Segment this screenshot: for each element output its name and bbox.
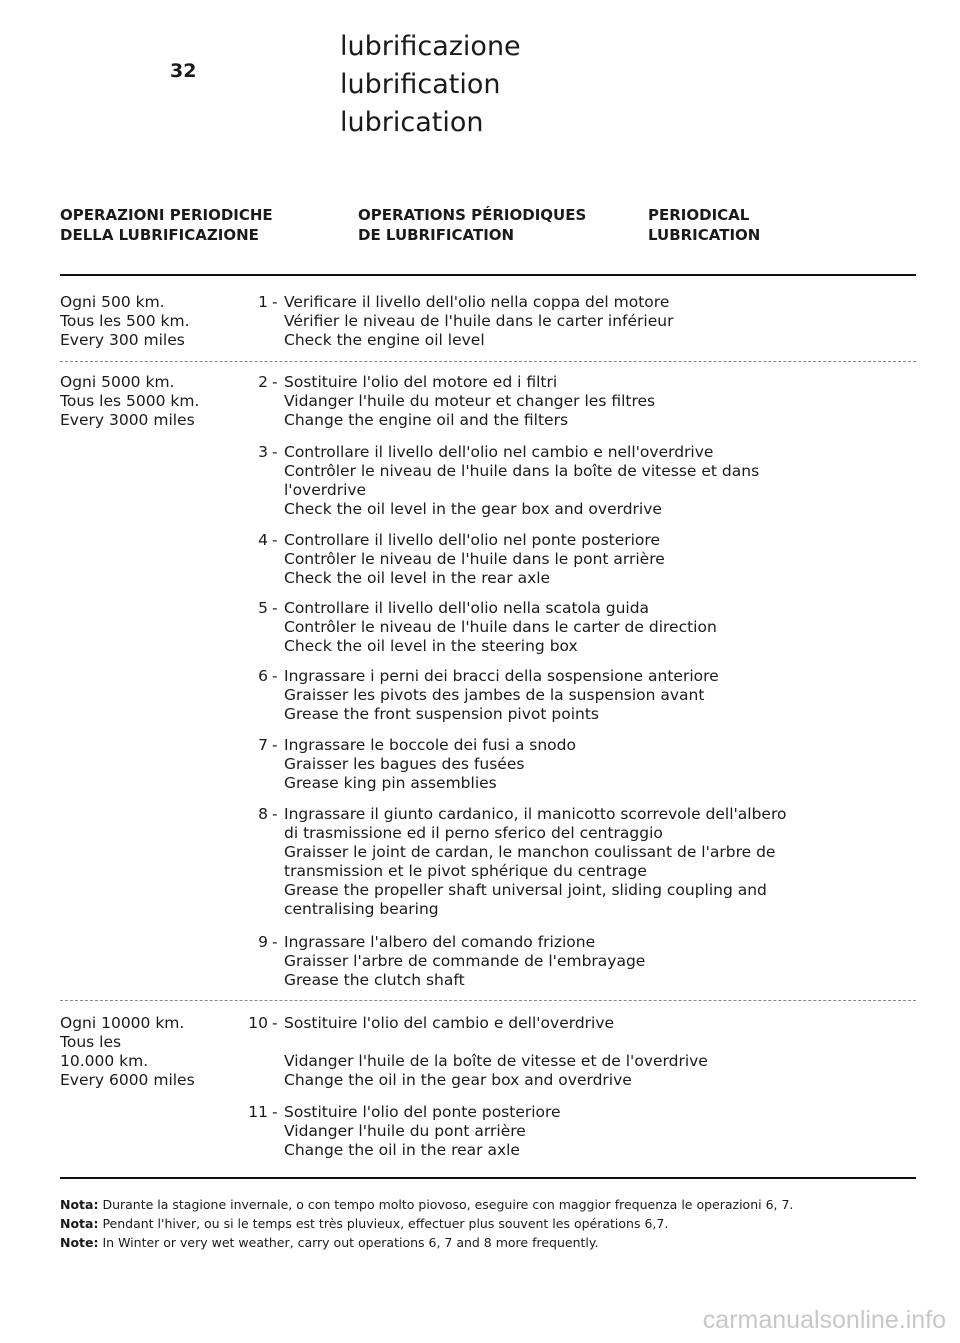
note-label: Note: <box>60 1235 99 1250</box>
op-line: Controllare il livello dell'olio nella scatola guida <box>284 599 650 617</box>
top-rule <box>60 274 916 276</box>
header-english: PERIODICAL LUBRICATION <box>648 206 761 244</box>
op-line: Grease king pin assemblies <box>284 774 497 792</box>
op-line: Graisser les pivots des jambes de la suspension avant <box>284 686 705 704</box>
op-line: Change the oil in the gear box and overdrive <box>284 1071 632 1089</box>
operation-4: 4 - Controllare il livello dell'olio nel ponte posteriore Contrôler le niveau de l'huile dans le pont arrière Check the oil level in the rear axle <box>238 531 918 588</box>
title-french: lubrification <box>340 69 501 100</box>
op-line: Vidanger l'huile du pont arrière <box>284 1122 526 1140</box>
divider <box>60 1000 916 1001</box>
operation-6: 6 - Ingrassare i perni dei bracci della sospensione anteriore Graisser les pivots des jambes de la suspension avant Grease the front suspension pivot points <box>238 667 918 724</box>
op-line: transmission et le pivot sphérique du centrage <box>284 862 647 880</box>
operation-number: 2 <box>258 373 268 391</box>
op-line: Ingrassare i perni dei bracci della sospensione anteriore <box>284 667 719 685</box>
operation-9: 9 - Ingrassare l'albero del comando frizione Graisser l'arbre de commande de l'embrayage Grease the clutch shaft <box>238 933 918 990</box>
interval-label: Ogni 5000 km. Tous les 5000 km. Every 3000 miles <box>60 373 200 429</box>
op-line: Graisser les bagues des fusées <box>284 755 525 773</box>
operation-number: 6 <box>258 667 268 685</box>
interval-label: Ogni 500 km. Tous les 500 km. Every 300 miles <box>60 293 190 349</box>
note-text: In Winter or very wet weather, carry out operations 6, 7 and 8 more frequently. <box>102 1235 599 1250</box>
note-label: Nota: <box>60 1197 99 1212</box>
operation-number: 7 <box>258 736 268 754</box>
operation-number: 9 <box>258 933 268 951</box>
op-line: Ingrassare il giunto cardanico, il manicotto scorrevole dell'albero <box>284 805 787 823</box>
operation-number: 10 <box>248 1014 268 1032</box>
op-line: Sostituire l'olio del ponte posteriore <box>284 1103 561 1121</box>
operation-11: 11 - Sostituire l'olio del ponte posteriore Vidanger l'huile du pont arrière Change the oil in the rear axle <box>238 1103 918 1160</box>
operation-number: 3 <box>258 443 268 461</box>
operation-7: 7 - Ingrassare le boccole dei fusi a snodo Graisser les bagues des fusées Grease king pin assemblies <box>238 736 918 793</box>
op-line: Ingrassare le boccole dei fusi a snodo <box>284 736 576 754</box>
op-line: Check the oil level in the gear box and overdrive <box>284 500 662 518</box>
page-number: 32 <box>170 60 197 82</box>
op-line <box>284 1033 918 1052</box>
title-english: lubrication <box>340 107 484 138</box>
interval-label: Ogni 10000 km. Tous les 10.000 km. Every 6000 miles <box>60 1014 195 1089</box>
note-italian <box>60 1197 920 1212</box>
op-line: Change the oil in the rear axle <box>284 1141 520 1159</box>
op-line: Graisser l'arbre de commande de l'embrayage <box>284 952 646 970</box>
operation-number: 5 <box>258 599 268 617</box>
operation-number: 4 <box>258 531 268 549</box>
note-text: Durante la stagione invernale, o con tempo molto piovoso, eseguire con maggior frequenza le operazioni 6, 7. <box>102 1197 794 1212</box>
op-line: Graisser le joint de cardan, le manchon coulissant de l'arbre de <box>284 843 776 861</box>
op-line: Controllare il livello dell'olio nel ponte posteriore <box>284 531 660 549</box>
operation-10: 10 - Sostituire l'olio del cambio e dell'overdrive Vidanger l'huile de la boîte de vitesse et de l'overdrive Change the oil in the gear box and overdrive <box>238 1014 918 1090</box>
op-line: Check the oil level in the steering box <box>284 637 578 655</box>
op-line: Verificare il livello dell'olio nella coppa del motore <box>284 293 670 311</box>
op-line: Grease the clutch shaft <box>284 971 465 989</box>
op-line: Grease the propeller shaft universal joint, sliding coupling and <box>284 881 767 899</box>
op-line: Vidanger l'huile du moteur et changer les filtres <box>284 392 656 410</box>
op-line: Change the engine oil and the filters <box>284 411 569 429</box>
notes-section <box>60 1197 920 1254</box>
note-text: Pendant l'hiver, ou si le temps est très pluvieux, effectuer plus souvent les opérations 6,7. <box>102 1216 669 1231</box>
bottom-rule <box>60 1177 916 1179</box>
header-italian: OPERAZIONI PERIODICHE DELLA LUBRIFICAZIONE <box>60 206 273 244</box>
op-line: Contrôler le niveau de l'huile dans le pont arrière <box>284 550 665 568</box>
watermark: carmanualsonline.info <box>702 1306 946 1334</box>
operation-2: 2 - Sostituire l'olio del motore ed i filtri Vidanger l'huile du moteur et changer les filtres Change the engine oil and the filters <box>238 373 918 430</box>
op-line: Check the oil level in the rear axle <box>284 569 551 587</box>
operation-1: 1 - Verificare il livello dell'olio nella coppa del motore Vérifier le niveau de l'huile dans le carter inférieur Check the engine oil level <box>238 293 918 350</box>
op-line: Sostituire l'olio del motore ed i filtri <box>284 373 558 391</box>
operation-number: 8 <box>258 805 268 823</box>
operation-8: 8 - Ingrassare il giunto cardanico, il manicotto scorrevole dell'albero di trasmissione ed il perno sferico del centraggio Graisser le joint de cardan, le manchon coulissant de l'arbre de transmission et le pivot sphérique du centrage Grease the propeller shaft universal joint, sliding coupling and centralising bearing <box>238 805 918 919</box>
note-english <box>60 1235 920 1250</box>
note-french <box>60 1216 920 1231</box>
op-line: Contrôler le niveau de l'huile dans le carter de direction <box>284 618 717 636</box>
op-line: Vérifier le niveau de l'huile dans le carter inférieur <box>284 312 674 330</box>
op-line: Contrôler le niveau de l'huile dans la boîte de vitesse et dans <box>284 462 760 480</box>
operation-number: 1 <box>258 293 268 311</box>
operation-5: 5 - Controllare il livello dell'olio nella scatola guida Contrôler le niveau de l'huile dans le carter de direction Check the oil level in the steering box <box>238 599 918 656</box>
op-line: Check the engine oil level <box>284 331 485 349</box>
operation-number: 11 <box>248 1103 268 1121</box>
op-line: l'overdrive <box>284 481 367 499</box>
title-italian: lubrificazione <box>340 31 521 62</box>
operation-3: 3 - Controllare il livello dell'olio nel cambio e nell'overdrive Contrôler le niveau de l'huile dans la boîte de vitesse et dans l'overdrive Check the oil level in the gear box and overdrive <box>238 443 918 519</box>
header-french: OPERATIONS PÉRIODIQUES DE LUBRIFICATION <box>358 206 587 244</box>
op-line: Ingrassare l'albero del comando frizione <box>284 933 596 951</box>
op-line: centralising bearing <box>284 900 439 918</box>
op-line: Grease the front suspension pivot points <box>284 705 599 723</box>
divider <box>60 361 916 362</box>
op-line: Sostituire l'olio del cambio e dell'overdrive <box>284 1014 615 1032</box>
note-label: Nota: <box>60 1216 99 1231</box>
title-block <box>340 28 521 142</box>
op-line: Controllare il livello dell'olio nel cambio e nell'overdrive <box>284 443 714 461</box>
op-line: Vidanger l'huile de la boîte de vitesse et de l'overdrive <box>284 1052 708 1070</box>
op-line: di trasmissione ed il perno sferico del centraggio <box>284 824 663 842</box>
